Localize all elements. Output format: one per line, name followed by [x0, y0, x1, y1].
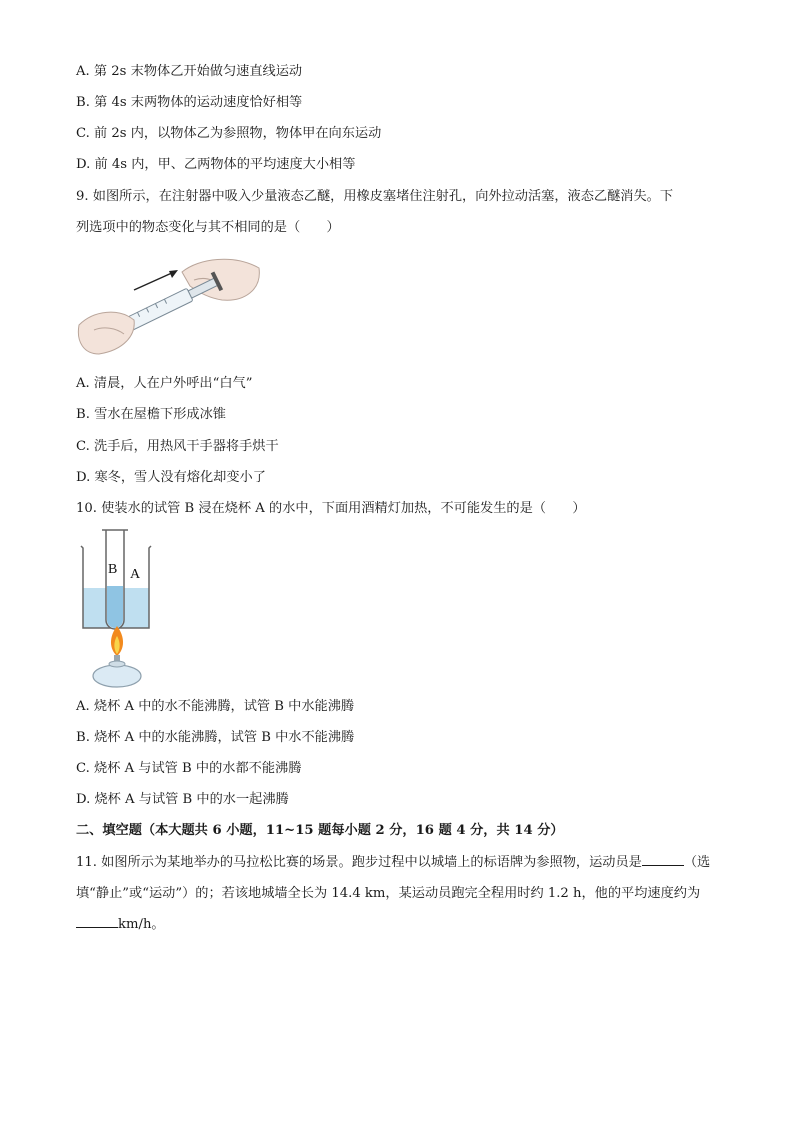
q9-option-a: A. 清晨，人在户外呼出“白气” — [76, 376, 253, 391]
q9-option-b: B. 雪水在屋檐下形成冰锥 — [76, 407, 226, 422]
q11-part3: km/h。 — [118, 917, 165, 932]
q10-option-b: B. 烧杯 A 中的水能沸腾，试管 B 中水不能沸腾 — [76, 730, 355, 745]
q11-text — [76, 847, 716, 940]
q11-blank-1[interactable] — [642, 851, 684, 866]
label-b: B — [108, 562, 118, 577]
q8-option-a: A. 第 2s 末物体乙开始做匀速直线运动 — [76, 64, 303, 79]
q11-part2: （选填“静止”或“运动”）的；若该地城墙全长为 14.4 km，某运动员跑完全程用时约 1.2 h，他的平均速度约为 — [76, 855, 711, 901]
q9-option-d: D. 寒冬，雪人没有熔化却变小了 — [76, 470, 266, 485]
q11-blank-2[interactable] — [76, 913, 118, 928]
label-a: A — [130, 567, 141, 582]
q10-stem: 10. 使装水的试管 B 浸在烧杯 A 的水中，下面用酒精灯加热，不可能发生的是（ ） — [76, 501, 586, 516]
beaker-figure — [80, 528, 155, 688]
q8-option-b: B. 第 4s 末两物体的运动速度恰好相等 — [76, 95, 303, 110]
section-fill-in-heading: 二、填空题（本大题共 6 小题，11~15 题每小题 2 分，16 题 4 分，共 14 分） — [76, 823, 564, 838]
q9-stem-line1: 9. 如图所示，在注射器中吸入少量液态乙醚，用橡皮塞堵住注射孔，向外拉动活塞，液态乙醚消失。下 — [76, 189, 674, 204]
q10-option-d: D. 烧杯 A 与试管 B 中的水一起沸腾 — [76, 792, 289, 807]
q9-stem-line2: 列选项中的物态变化与其不相同的是（ ） — [76, 220, 340, 235]
q9-option-c: C. 洗手后，用热风干手器将手烘干 — [76, 439, 279, 454]
q10-option-a: A. 烧杯 A 中的水不能沸腾，试管 B 中水能沸腾 — [76, 699, 355, 714]
q10-option-c: C. 烧杯 A 与试管 B 中的水都不能沸腾 — [76, 761, 302, 776]
q8-option-d: D. 前 4s 内，甲、乙两物体的平均速度大小相等 — [76, 157, 356, 172]
q11-part1: 11. 如图所示为某地举办的马拉松比赛的场景。跑步过程中以城墙上的标语牌为参照物，运动员是 — [76, 855, 642, 870]
syringe-figure — [74, 250, 264, 360]
q8-option-c: C. 前 2s 内，以物体乙为参照物，物体甲在向东运动 — [76, 126, 382, 141]
